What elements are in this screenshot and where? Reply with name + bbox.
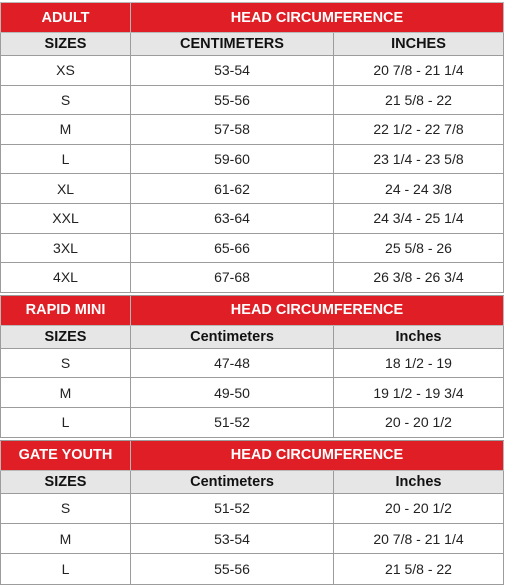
gate-youth-header-row [1,440,504,470]
table-row [1,56,504,86]
centimeters-column-header: Centimeters [131,325,334,348]
table-row [1,263,504,293]
centimeters-column-header: CENTIMETERS [131,33,334,56]
centimeters-cell: 55-56 [131,554,334,584]
centimeters-cell: 61-62 [131,174,334,204]
size-cell: M [1,115,131,145]
inches-cell: 26 3/8 - 26 3/4 [334,263,504,293]
table-row [1,378,504,408]
inches-cell: 20 - 20 1/2 [334,407,504,437]
centimeters-cell: 65-66 [131,233,334,263]
inches-cell: 24 3/4 - 25 1/4 [334,203,504,233]
centimeters-cell: 55-56 [131,85,334,115]
section-title: GATE YOUTH [1,440,131,470]
inches-column-header: INCHES [334,33,504,56]
table-row [1,407,504,437]
inches-cell: 19 1/2 - 19 3/4 [334,378,504,408]
size-cell: 4XL [1,263,131,293]
size-cell: S [1,348,131,378]
size-chart-body [1,3,504,585]
centimeters-cell: 67-68 [131,263,334,293]
size-cell: S [1,493,131,523]
table-row [1,233,504,263]
sizes-column-header: SIZES [1,470,131,493]
size-cell: L [1,407,131,437]
table-row [1,144,504,174]
inches-column-header: Inches [334,470,504,493]
centimeters-cell: 57-58 [131,115,334,145]
inches-cell: 22 1/2 - 22 7/8 [334,115,504,145]
size-cell: M [1,378,131,408]
inches-cell: 21 5/8 - 22 [334,554,504,584]
table-row [1,85,504,115]
table-row [1,174,504,204]
centimeters-cell: 53-54 [131,56,334,86]
centimeters-cell: 59-60 [131,144,334,174]
inches-column-header: Inches [334,325,504,348]
head-circumference-heading: HEAD CIRCUMFERENCE [131,295,504,325]
size-cell: S [1,85,131,115]
inches-cell: 20 7/8 - 21 1/4 [334,56,504,86]
adult-header-row [1,3,504,33]
head-circumference-heading: HEAD CIRCUMFERENCE [131,3,504,33]
size-cell: 3XL [1,233,131,263]
inches-cell: 20 - 20 1/2 [334,493,504,523]
table-row [1,348,504,378]
sizes-column-header: SIZES [1,325,131,348]
inches-cell: 21 5/8 - 22 [334,85,504,115]
table-row [1,493,504,523]
sizes-column-header: SIZES [1,33,131,56]
inches-cell: 25 5/8 - 26 [334,233,504,263]
size-cell: XS [1,56,131,86]
centimeters-cell: 63-64 [131,203,334,233]
inches-cell: 24 - 24 3/8 [334,174,504,204]
size-cell: XL [1,174,131,204]
table-row [1,203,504,233]
column-header-row [1,470,504,493]
centimeters-cell: 51-52 [131,407,334,437]
size-cell: M [1,523,131,553]
table-row [1,554,504,584]
inches-cell: 20 7/8 - 21 1/4 [334,523,504,553]
section-title: RAPID MINI [1,295,131,325]
size-cell: L [1,144,131,174]
head-circumference-heading: HEAD CIRCUMFERENCE [131,440,504,470]
size-cell: XXL [1,203,131,233]
inches-cell: 18 1/2 - 19 [334,348,504,378]
size-cell: L [1,554,131,584]
section-title: ADULT [1,3,131,33]
centimeters-cell: 51-52 [131,493,334,523]
centimeters-column-header: Centimeters [131,470,334,493]
rapid-mini-header-row [1,295,504,325]
column-header-row [1,33,504,56]
column-header-row [1,325,504,348]
table-row [1,523,504,553]
size-chart-table [0,2,504,585]
table-row [1,115,504,145]
centimeters-cell: 49-50 [131,378,334,408]
inches-cell: 23 1/4 - 23 5/8 [334,144,504,174]
centimeters-cell: 53-54 [131,523,334,553]
centimeters-cell: 47-48 [131,348,334,378]
